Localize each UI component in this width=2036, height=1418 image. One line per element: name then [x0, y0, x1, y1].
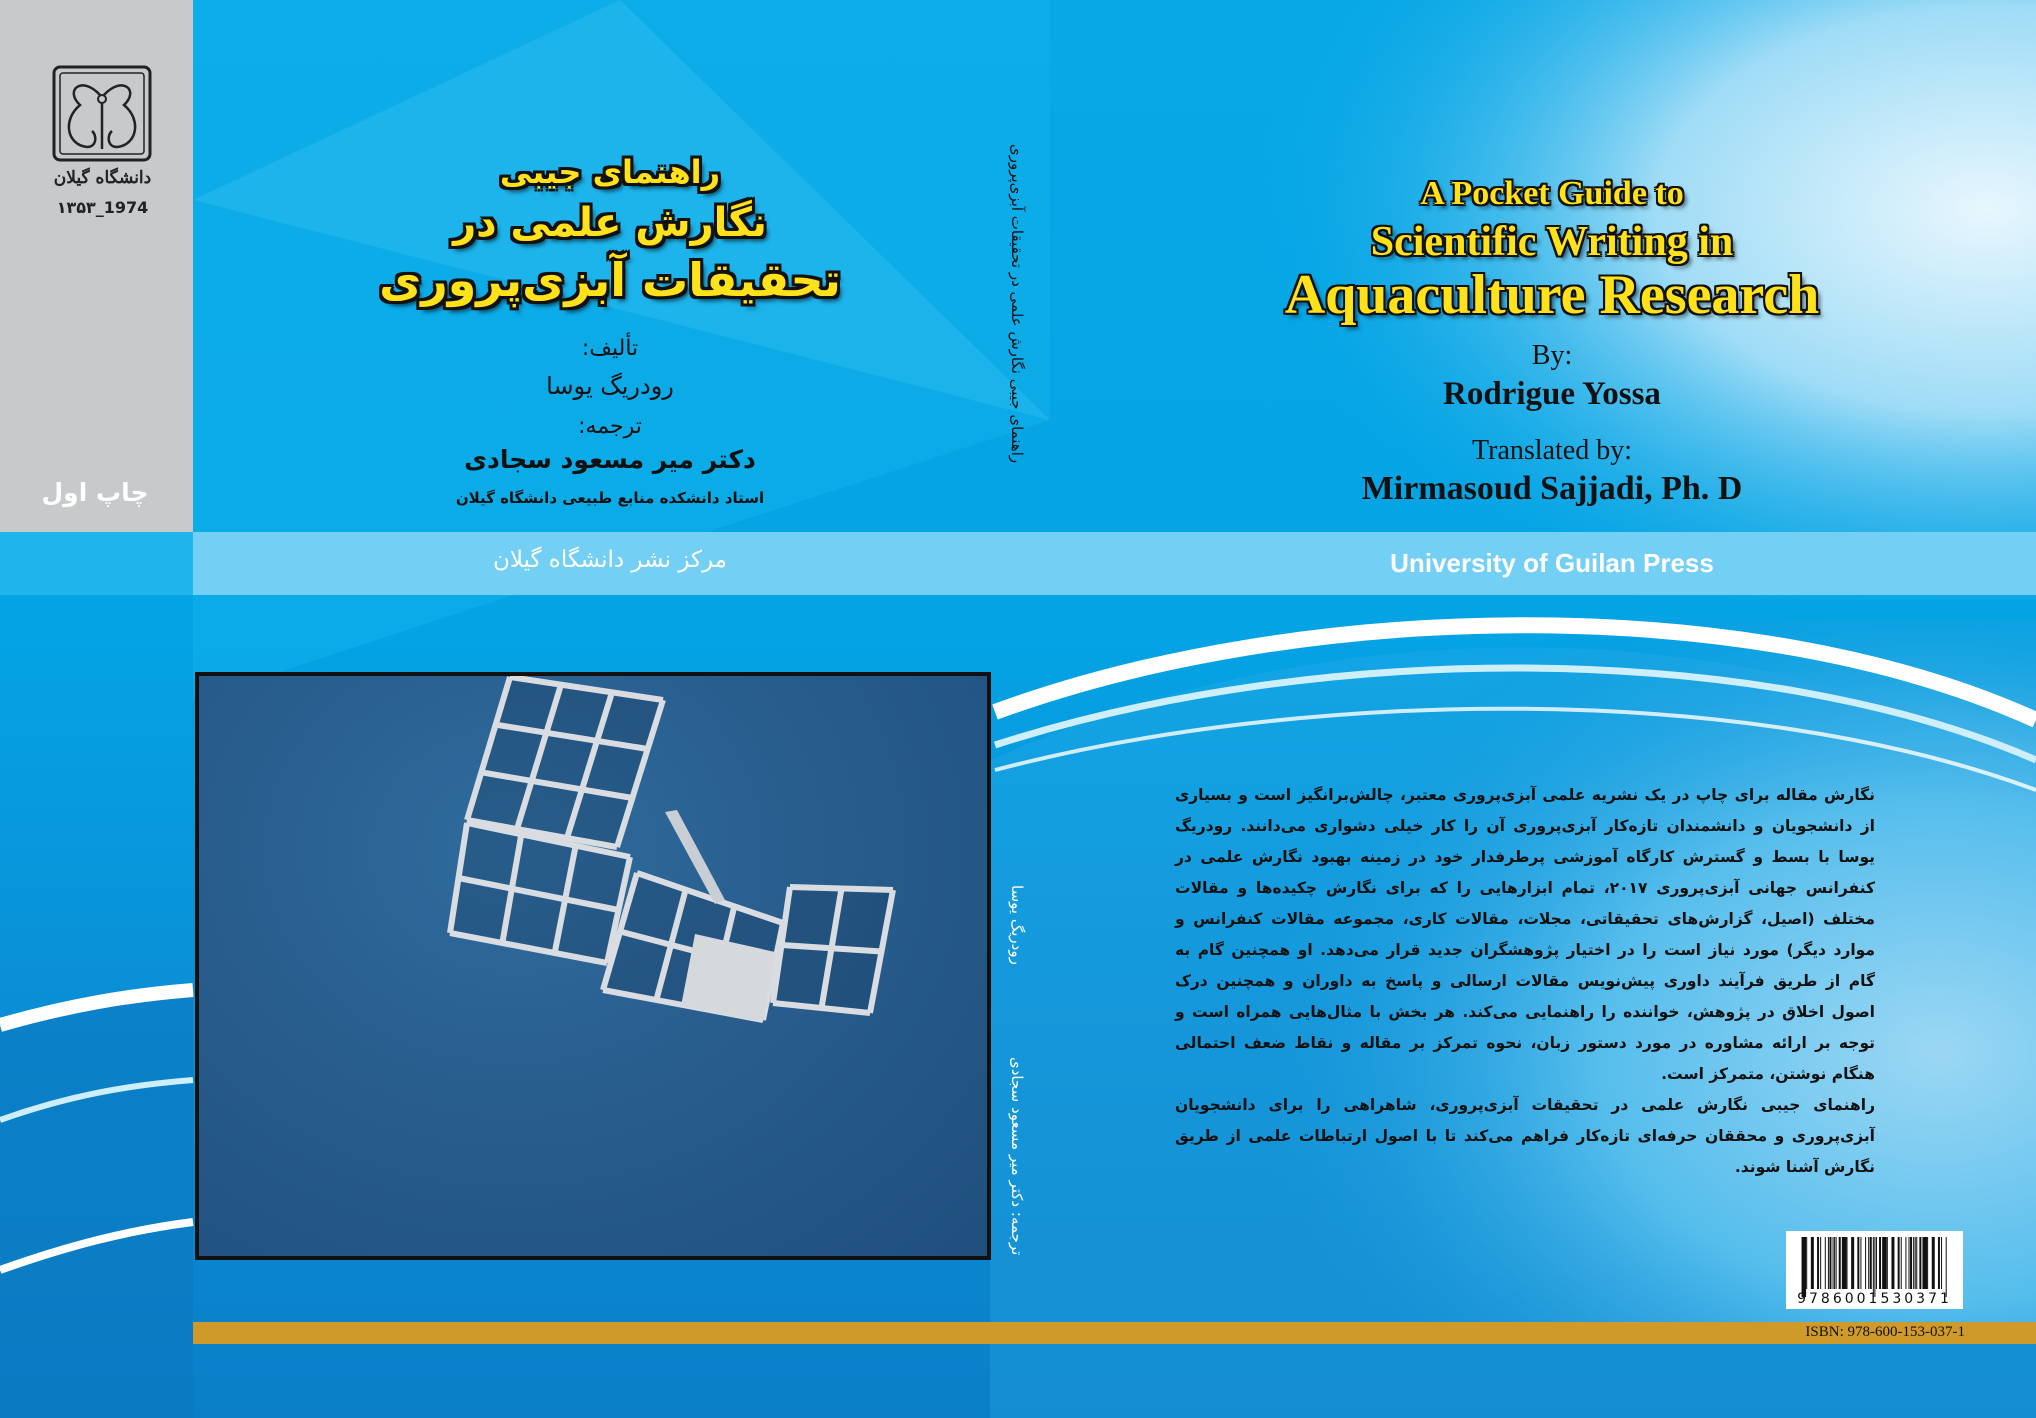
barcode-bar — [1898, 1237, 1900, 1289]
barcode-bar — [1879, 1237, 1881, 1289]
barcode-bar — [1803, 1237, 1806, 1297]
logo-years: ۱۳۵۳_1974 — [56, 198, 149, 217]
cover-photo-fish-cages — [195, 672, 991, 1260]
barcode-bar — [1915, 1237, 1916, 1289]
barcode-bar — [1868, 1237, 1869, 1289]
back-translator: دکتر میر مسعود سجادی — [464, 445, 756, 474]
barcode-bar — [1839, 1237, 1841, 1289]
barcode-bar — [1870, 1237, 1872, 1289]
barcode-bar — [1946, 1237, 1947, 1297]
barcode-bar — [1806, 1237, 1807, 1289]
barcode-digits: 9786001530371 — [1797, 1291, 1952, 1307]
barcode-bar — [1919, 1237, 1921, 1289]
barcode-bar — [1924, 1237, 1927, 1289]
front-author: Rodrigue Yossa — [1443, 376, 1661, 412]
cage-beam — [790, 887, 893, 890]
barcode-bar — [1876, 1237, 1877, 1289]
barcode-bar — [1905, 1237, 1906, 1289]
blurb-paragraph-2: راهنمای جیبی نگارش علمی در تحقیقات آبزی‌پروری، شاهراهی را برای دانشجویان آبزی‌پروری و محققان حرفه‌ای تازه‌کار فراهم می‌کند تا با اصول ارتباطات علمی از طریق نگارش آشنا شوند. — [1175, 1096, 1875, 1176]
band-left — [0, 532, 193, 595]
spine-author: رودریگ یوسا — [1008, 885, 1026, 965]
barcode-bar — [1913, 1237, 1914, 1289]
front-translator: Mirmasoud Sajjadi, Ph. D — [1361, 470, 1743, 507]
barcode-bar — [1865, 1237, 1866, 1289]
translated-by-label: Translated by: — [1472, 435, 1632, 466]
barcode-bar — [1916, 1237, 1917, 1289]
front-title-line-3: Aquaculture Research — [1284, 264, 1820, 326]
barcode-bar — [1811, 1237, 1814, 1289]
by-label: By: — [1531, 340, 1573, 371]
back-author: رودریگ یوسا — [546, 372, 674, 400]
barcode-bar — [1927, 1237, 1928, 1289]
back-publisher: مرکز نشر دانشگاه گیلان — [492, 547, 727, 573]
barcode-bar — [1843, 1237, 1846, 1289]
barcode-bar — [1829, 1237, 1831, 1289]
blurb-paragraph-1: نگارش مقاله برای چاپ در یک نشریه علمی آبزی‌پروری معتبر، چالش‌برانگیز است و بسیاری از دانشجویان و دانشمندان تازه‌کار آبزی‌پروری آن را کار خیلی دشواری می‌دانند. رودریگ یوسا با بسط و گسترش کارگاه آموزشی پرطرفدار خود در زمینه بهبود نگارش علمی در کنفرانس جهانی آبزی‌پروری ۲۰۱۷، تمام ابزارهایی را که برای نگارش چکیده‌ها و مقالات مختلف (اصیل، گزارش‌های تحقیقاتی، مجلات، مقالات کاری، مجموعه مقالات کنفرانس و موارد دیگر) مورد نیاز است را در اختیار پژوهشگران جدید قرار می‌دهد. او همچنین گام به گام از طریق فرآیند داوری پیش‌نویس مقالات ارسالی و پاسخ به داوران و همچنین درک اصول اخلاق در پژوهش، خواننده را راهنمایی می‌کند. هر بخش با مثال‌هایی همراه است و توجه بر ارائه مشاوره در مورد دستور زبان، نحوه تمرکز بر مقاله و نقاط ضعف احتمالی هنگام نوشتن، متمرکز است. — [1175, 786, 1875, 1083]
barcode-bar — [1941, 1237, 1942, 1289]
cage-net — [467, 677, 663, 847]
barcode-bar — [1860, 1237, 1861, 1289]
front-publisher: University of Guilan Press — [1390, 548, 1714, 578]
barcode-bar — [1910, 1237, 1912, 1289]
spine-title: راهنمای جیبی نگارش علمی در تحقیقات آبزی‌پروری — [1008, 143, 1026, 463]
isbn: ISBN: 978-600-153-037-1 — [1805, 1324, 1965, 1340]
author-label: تألیف: — [581, 336, 639, 361]
barcode-bar — [1828, 1237, 1829, 1289]
spine-translator: ترجمه: دکتر میر مسعود سجادی — [1008, 1056, 1026, 1255]
barcode-bar — [1909, 1237, 1910, 1289]
edition-label: چاپ اول — [41, 478, 149, 507]
barcode-bar — [1834, 1237, 1835, 1289]
front-title-line-1: A Pocket Guide to — [1420, 175, 1684, 212]
back-title-line-1: راهنمای جیبی — [499, 153, 721, 191]
translator-affiliation: استاد دانشکده منابع طبیعی دانشگاه گیلان — [455, 489, 765, 507]
barcode-bar — [1847, 1237, 1848, 1289]
university-of-guilan-emblem-icon — [52, 65, 152, 162]
back-title-line-2: نگارش علمی در — [453, 200, 767, 246]
barcode-bar — [1817, 1237, 1819, 1289]
barcode-bar — [1857, 1237, 1859, 1289]
barcode-bar — [1938, 1237, 1940, 1289]
logo-name: دانشگاه گیلان — [53, 168, 152, 188]
barcode-bar — [1891, 1237, 1894, 1289]
barcode — [1786, 1231, 1963, 1309]
back-title-line-3: تحقیقات آبزی‌پروری — [379, 253, 841, 307]
barcode-bar — [1901, 1237, 1902, 1289]
barcode-bar — [1874, 1237, 1875, 1297]
blurb — [1175, 780, 1875, 1183]
front-title-line-2: Scientific Writing in — [1370, 219, 1734, 265]
translator-label: ترجمه: — [578, 414, 642, 439]
barcode-bar — [1884, 1237, 1887, 1289]
barcode-bar — [1836, 1237, 1837, 1289]
barcode-bar — [1851, 1237, 1854, 1289]
barcode-bar — [1873, 1237, 1874, 1297]
barcode-bar — [1887, 1237, 1888, 1289]
barcode-bar — [1820, 1237, 1821, 1289]
barcode-bar — [1833, 1237, 1834, 1289]
barcode-bar — [1932, 1237, 1935, 1289]
barcode-bar — [1825, 1237, 1826, 1289]
